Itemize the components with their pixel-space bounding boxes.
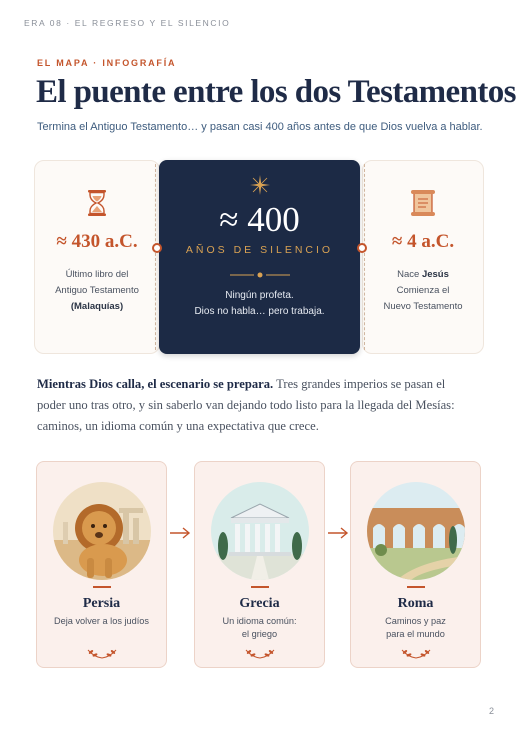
timeline-desc-end: Nace Jesús Comienza el Nuevo Testamento bbox=[383, 269, 463, 312]
silence-description: Ningún profeta. Dios no habla… pero trabaja. bbox=[194, 290, 325, 317]
arrow-right-icon bbox=[327, 526, 349, 545]
empire-card-persia bbox=[36, 461, 167, 668]
ornament-divider-icon bbox=[228, 266, 292, 284]
section-kicker: EL MAPA · INFOGRAFÍA bbox=[37, 58, 177, 68]
empire-name: Roma bbox=[397, 596, 434, 611]
running-head: ERA 08 · EL REGRESO Y EL SILENCIO bbox=[24, 18, 231, 28]
timeline-dashed-divider-left bbox=[155, 164, 156, 350]
empire-divider bbox=[407, 586, 425, 588]
page-title: El puente entre los dos Testamentos bbox=[36, 74, 516, 110]
timeline-year-start: ≈ 430 a.C. bbox=[56, 231, 138, 252]
empire-name: Grecia bbox=[239, 596, 280, 611]
silence-highlight-card bbox=[159, 160, 360, 354]
laurel-icon bbox=[399, 646, 433, 664]
hourglass-icon bbox=[86, 189, 108, 222]
timeline-year-end: ≈ 4 a.C. bbox=[391, 231, 455, 252]
empire-description: Deja volver a los judíos bbox=[54, 616, 149, 626]
scroll-icon bbox=[408, 189, 438, 222]
timeline-marker-start bbox=[152, 243, 162, 253]
empire-name: Persia bbox=[82, 596, 121, 611]
silence-years-number: ≈ 400 bbox=[219, 200, 300, 239]
arrow-right-icon bbox=[169, 526, 191, 545]
greek-temple-illustration bbox=[211, 482, 309, 580]
intro-paragraph: Mientras Dios calla, el escenario se prepara. Tres grandes imperios se pasan el poder uno tras otro, y sin saberlo van dejando todo listo para la llegada del Mesías: caminos, un idioma común y una expectativa que crece. bbox=[37, 377, 455, 433]
timeline-card-new-testament bbox=[362, 160, 484, 354]
empire-description: Caminos y paz para el mundo bbox=[385, 616, 446, 639]
laurel-icon bbox=[85, 646, 119, 664]
empire-card-grecia bbox=[194, 461, 325, 668]
roman-aqueduct-illustration bbox=[367, 482, 465, 580]
page-subtitle: Termina el Antiguo Testamento… y pasan casi 400 años antes de que Dios vuelva a hablar. bbox=[37, 121, 483, 133]
empire-description: Un idioma común: el griego bbox=[222, 616, 297, 639]
lion-illustration bbox=[53, 482, 151, 580]
page-number: 2 bbox=[488, 706, 494, 716]
timeline-dashed-divider-right bbox=[364, 164, 365, 350]
timeline-desc-start: Último libro del Antiguo Testamento (Malaquías) bbox=[55, 269, 139, 312]
laurel-icon bbox=[243, 646, 277, 664]
empire-divider bbox=[93, 586, 111, 588]
empire-divider bbox=[251, 586, 269, 588]
star-icon bbox=[249, 174, 271, 201]
silence-years-label: AÑOS DE SILENCIO bbox=[185, 244, 334, 256]
timeline-marker-end bbox=[357, 243, 367, 253]
empire-card-roma bbox=[350, 461, 481, 668]
timeline-card-old-testament bbox=[34, 160, 160, 354]
